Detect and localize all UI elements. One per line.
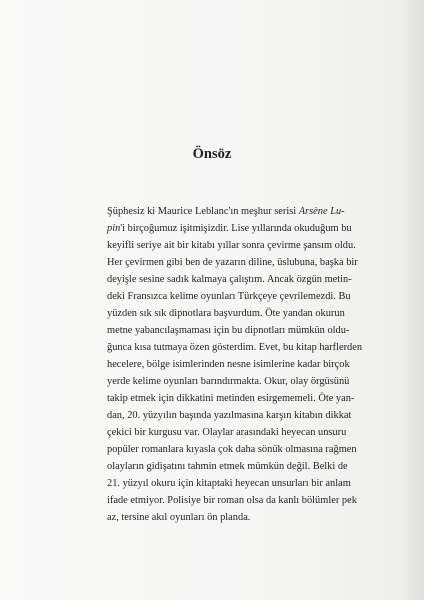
preface-paragraph xyxy=(107,203,363,526)
text-line: 21. yüzyıl okuru için kitaptaki heyecan unsurları bir anlam xyxy=(107,478,351,489)
text-line: hecelere, bölge isimlerinden nesne isimlerine kadar birçok xyxy=(107,359,350,370)
text-line: yüzden sık sık dipnotlara başvurdum. Öte yandan okurun xyxy=(107,308,345,319)
text-line: pin'i birçoğumuz işitmişizdir. Lise yıllarında okuduğum bu xyxy=(107,223,352,234)
page-edge-shadow xyxy=(402,0,424,600)
text-line: yerde kelime oyunları barındırmakta. Okur, olay örgüsünü xyxy=(107,376,350,387)
text-line: ifade etmiyor. Polisiye bir roman olsa da kanlı bölümler pek xyxy=(107,495,357,506)
text-line: popüler romanlara kıyasla çok daha sönük olmasına rağmen xyxy=(107,444,357,455)
text-line: dan, 20. yüzyılın başında yazılmasına karşın kitabın dikkat xyxy=(107,410,352,421)
text-line: az, tersine akıl oyunları ön planda. xyxy=(107,512,251,523)
text-line: deyişle sesine sadık kalmaya çalıştım. Ancak özgün metin- xyxy=(107,274,352,285)
text-line: takip etmek için dikkatini metinden esirgememeli. Öte yan- xyxy=(107,393,355,404)
text-line: metne yabancılaşmaması için bu dipnotları mümkün oldu- xyxy=(107,325,350,336)
text-line: olayların gidişatını tahmin etmek mümkün değil. Belki de xyxy=(107,461,348,472)
text-line: Her çevirmen gibi ben de yazarın diline, üslubuna, başka bir xyxy=(107,257,358,268)
text-line: Şüphesiz ki Maurice Leblanc'ın meşhur serisi Arsène Lu- xyxy=(107,206,345,217)
text-line: deki Fransızca kelime oyunları Türkçeye çevrilemezdi. Bu xyxy=(107,291,351,302)
text-line: ğunca kısa tutmaya özen gösterdim. Evet, bu kitap harflerden xyxy=(107,342,363,353)
page-title: Önsöz xyxy=(192,146,232,162)
text-line: çekici bir kurgusu var. Olaylar arasındaki heyecan unsuru xyxy=(107,427,347,438)
text-line: keyifli seriye ait bir kitabı yıllar sonra çevirme şansım oldu. xyxy=(107,240,356,251)
